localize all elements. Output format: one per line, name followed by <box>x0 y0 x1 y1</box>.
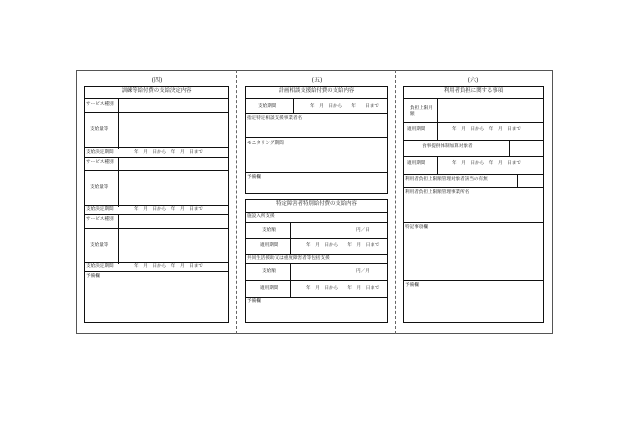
amount-label: 支給量等 <box>90 185 109 190</box>
divider <box>84 271 229 272</box>
divider <box>245 172 388 173</box>
payment-period-label: 支給期間 <box>258 104 277 109</box>
decision-period-value: 年 月 日から 年 月 日まで <box>134 207 203 212</box>
divider <box>403 140 544 141</box>
divider <box>245 280 388 281</box>
apply-period-value: 年 月 日から 年 月 日まで <box>452 127 521 132</box>
divider <box>509 140 510 156</box>
meal-addition-label: 食事提供体制加算対象者 <box>422 144 473 149</box>
group-home-label: 共同生活援助又は重度障害者等包括支援 <box>247 256 330 261</box>
divider <box>403 174 544 175</box>
divider <box>517 174 518 187</box>
amount-unit-month: 円／月 <box>356 269 370 274</box>
divider <box>84 98 229 99</box>
provider-label: 指定特定相談支援事業者名 <box>247 116 303 121</box>
amount-unit-day: 円／日 <box>356 228 370 233</box>
service-type-label: サービス種別 <box>86 217 114 222</box>
panel-4-number: (四) <box>151 77 163 84</box>
divider <box>437 156 438 174</box>
divider <box>403 187 544 188</box>
notes-label: 予備欄 <box>86 274 100 279</box>
decision-period-value: 年 月 日から 年 月 日まで <box>134 264 203 269</box>
divider <box>245 263 388 264</box>
divider <box>84 112 229 113</box>
notes-label: 予備欄 <box>405 283 419 288</box>
decision-period-label: 支給決定期間 <box>86 150 114 155</box>
mgmt-provider-label: 利用者負担上限額管理事業所名 <box>405 190 470 195</box>
divider <box>403 122 544 123</box>
panel-5-heading: 計画相談支援給付費の支給内容 <box>278 88 355 94</box>
divider <box>84 214 229 215</box>
fold-line-left <box>236 70 237 334</box>
mgmt-target-label: 利用者負担上限額管理対象者該当の有無 <box>405 177 488 182</box>
divider <box>84 170 229 171</box>
apply-period-label: 適用期間 <box>407 127 426 132</box>
service-type-label: サービス種別 <box>86 160 114 165</box>
payment-amount-label: 支給額 <box>262 228 276 233</box>
divider <box>403 98 544 99</box>
divider <box>245 254 388 255</box>
divider <box>245 212 388 213</box>
divider <box>84 147 229 148</box>
apply-period-label: 適用期間 <box>260 286 279 291</box>
divider <box>245 297 388 298</box>
divider <box>245 113 388 114</box>
divider <box>403 280 544 281</box>
payment-amount-label: 支給額 <box>262 269 276 274</box>
notes-label: 予備欄 <box>247 175 261 180</box>
amount-label: 支給量等 <box>90 127 109 132</box>
decision-period-value: 年 月 日から 年 月 日まで <box>134 150 203 155</box>
apply-period-value: 年 月 日から 年 月 日まで <box>452 161 521 166</box>
cap-amount-label: 負担上限月額 <box>410 106 433 117</box>
divider <box>118 157 119 207</box>
facility-label: 施設入所支援 <box>247 214 275 219</box>
panel-5-number: (五) <box>311 77 323 84</box>
apply-period-label: 適用期間 <box>260 243 279 248</box>
divider <box>245 238 388 239</box>
apply-period-value: 年 月 日から 年 月 日まで <box>306 243 380 248</box>
panel-4-heading: 訓練等給付費の支給決定内容 <box>121 88 192 94</box>
remarks-label: 特記事項欄 <box>405 225 428 230</box>
panel-6-heading: 利用者負担に関する事項 <box>443 88 504 94</box>
panel-6-number: (六) <box>467 77 479 84</box>
divider <box>84 157 229 158</box>
divider <box>437 98 438 140</box>
monitoring-label: モニタリング期間 <box>247 141 284 146</box>
divider <box>245 98 388 99</box>
apply-period-value: 年 月 日から 年 月 日まで <box>306 286 380 291</box>
service-type-label: サービス種別 <box>86 102 114 107</box>
divider <box>245 222 388 223</box>
panel-5-upper-frame <box>245 86 388 194</box>
amount-label: 支給量等 <box>90 243 109 248</box>
divider <box>293 98 294 113</box>
notes-label: 予備欄 <box>247 299 261 304</box>
apply-period-label: 適用期間 <box>407 161 426 166</box>
divider <box>84 205 229 206</box>
divider <box>403 156 544 157</box>
divider <box>403 222 544 223</box>
fold-line-right <box>395 70 396 334</box>
special-heading: 特定障害者特別給付費の支給内容 <box>276 201 357 207</box>
divider <box>84 228 229 229</box>
decision-period-label: 支給決定期間 <box>86 264 114 269</box>
payment-period-value: 年 月 日から 年 日まで <box>310 104 379 109</box>
divider <box>84 262 229 263</box>
divider <box>245 137 388 138</box>
divider <box>118 214 119 264</box>
decision-period-label: 支給決定期間 <box>86 207 114 212</box>
divider <box>118 98 119 149</box>
